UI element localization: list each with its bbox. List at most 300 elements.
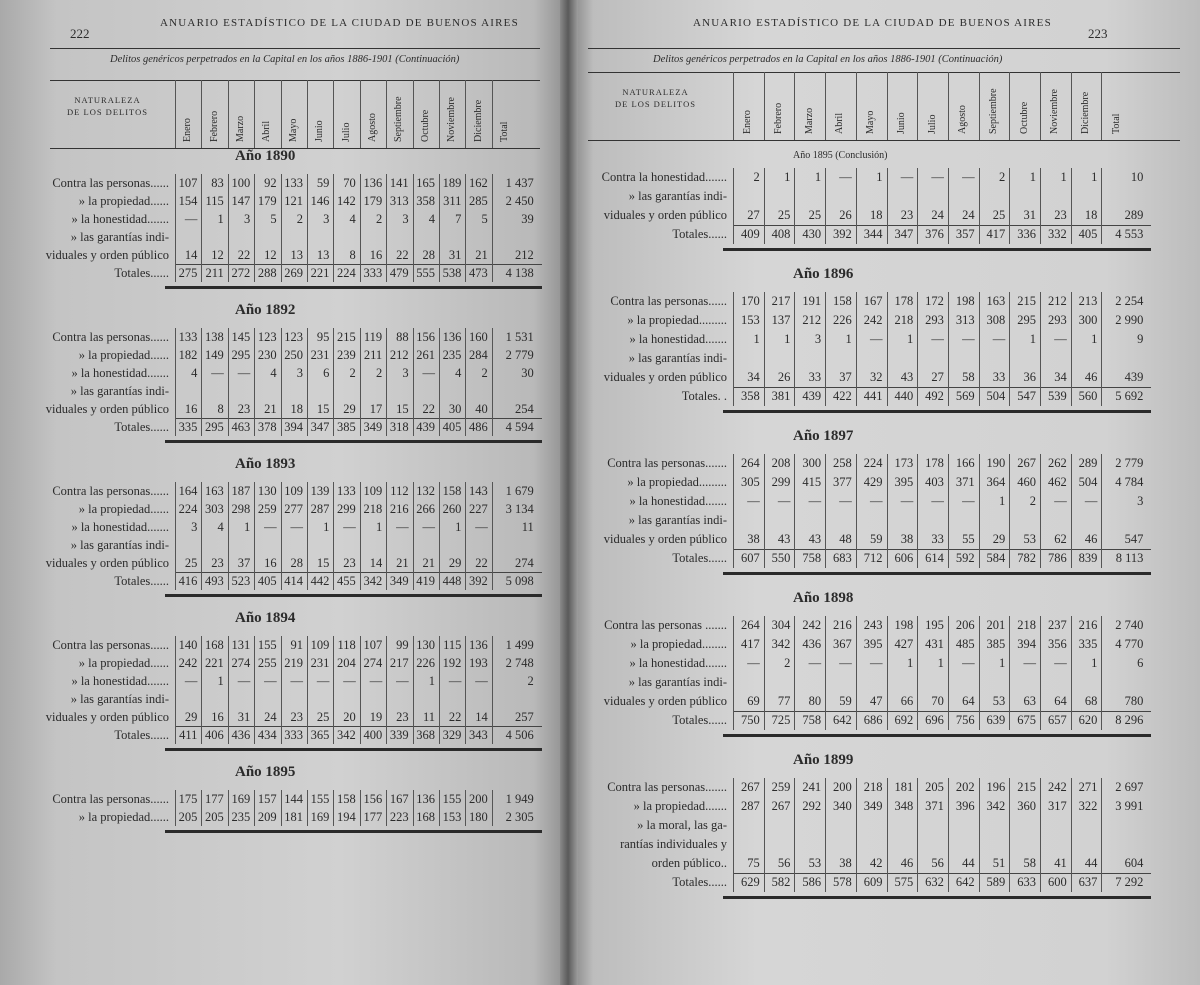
column-divider — [492, 80, 493, 148]
block-column-divider — [307, 636, 308, 744]
table-cell: 1 — [906, 656, 914, 670]
table-cell: — — [422, 366, 435, 380]
row-total: 30 — [521, 366, 534, 380]
block-end-rule — [723, 248, 1151, 251]
table-cell: 34 — [1054, 370, 1067, 384]
table-cell: 360 — [1017, 799, 1036, 813]
block-column-divider — [281, 174, 282, 282]
totals-rule — [733, 225, 1151, 226]
table-cell: 439 — [416, 420, 435, 434]
table-cell: 166 — [955, 456, 975, 470]
table-cell: 15 — [316, 402, 330, 416]
table-cell: — — [777, 494, 791, 508]
table-cell: 23 — [290, 710, 303, 724]
table-cell: 342 — [337, 728, 356, 742]
table-cell: 381 — [771, 389, 791, 403]
table-cell: 267 — [771, 799, 791, 813]
table-cell: 344 — [863, 227, 883, 241]
table-cell: 2 — [296, 212, 303, 226]
table-cell: 2 — [753, 170, 760, 184]
block-column-divider — [1009, 778, 1010, 892]
table-cell: 288 — [257, 266, 277, 280]
row-label: viduales y orden público — [603, 694, 727, 708]
table-cell: 368 — [416, 728, 435, 742]
table-cell: — — [962, 170, 975, 184]
table-cell: 287 — [310, 502, 330, 516]
row-total: 1 949 — [505, 792, 534, 806]
table-cell: 130 — [416, 638, 435, 652]
table-cell: 215 — [1017, 294, 1036, 308]
naturaleza-line: DE LOS DELITOS — [67, 107, 148, 117]
row-label: » las garantías indi- — [70, 230, 169, 244]
table-cell: 95 — [316, 330, 330, 344]
table-cell: 403 — [925, 475, 944, 489]
table-cell: 196 — [986, 780, 1006, 794]
block-column-divider — [492, 636, 493, 744]
table-cell: 1 — [784, 332, 791, 346]
table-cell: 215 — [1017, 780, 1036, 794]
table-cell: 70 — [931, 694, 944, 708]
table-cell: 712 — [863, 551, 883, 565]
table-cell: 292 — [802, 799, 822, 813]
block-column-divider — [1040, 616, 1041, 730]
table-cell: 163 — [205, 484, 224, 498]
table-cell: 182 — [178, 348, 198, 362]
column-header-total: Total — [499, 121, 510, 142]
table-cell: 614 — [925, 551, 944, 565]
table-cell: 153 — [442, 810, 462, 824]
table-cell: 409 — [740, 227, 760, 241]
table-cell: 436 — [802, 637, 822, 651]
table-cell: 20 — [343, 710, 356, 724]
table-cell: 226 — [833, 313, 852, 327]
table-cell: 539 — [1047, 389, 1067, 403]
table-cell: 395 — [863, 637, 883, 651]
table-cell: 7 — [455, 212, 462, 226]
column-divider — [856, 72, 857, 140]
column-header-diciembre: Diciembre — [472, 99, 484, 142]
table-cell: 284 — [469, 348, 488, 362]
table-cell: 259 — [771, 780, 791, 794]
table-cell: 317 — [1047, 799, 1067, 813]
table-cell: 32 — [870, 370, 883, 384]
table-cell: 419 — [416, 574, 435, 588]
table-cell: 172 — [925, 294, 944, 308]
year-heading: Año 1893 — [235, 456, 296, 472]
table-cell: 25 — [777, 208, 791, 222]
table-cell: 239 — [337, 348, 356, 362]
row-total: 2 697 — [1115, 780, 1144, 794]
table-cell: 24 — [264, 710, 277, 724]
table-cell: 295 — [231, 348, 251, 362]
table-cell: 431 — [925, 637, 944, 651]
row-total: 4 138 — [505, 266, 534, 280]
table-cell: — — [962, 332, 975, 346]
table-cell: — — [839, 494, 852, 508]
row-total: 254 — [515, 402, 534, 416]
column-divider — [764, 72, 765, 140]
table-cell: 242 — [802, 618, 822, 632]
table-cell: 417 — [740, 637, 760, 651]
row-total: 2 305 — [505, 810, 534, 824]
header-rule — [50, 48, 540, 49]
totals-rule — [175, 418, 542, 419]
table-cell: 274 — [363, 656, 383, 670]
block-column-divider — [979, 292, 980, 406]
table-cell: 23 — [396, 710, 409, 724]
table-cell: 758 — [802, 551, 822, 565]
table-cell: 1 — [243, 520, 251, 534]
table-cell: — — [316, 674, 330, 688]
block-column-divider — [281, 482, 282, 590]
table-cell: 336 — [1017, 227, 1036, 241]
table-cell: 16 — [264, 556, 277, 570]
table-cell: 206 — [955, 618, 975, 632]
table-cell: 177 — [363, 810, 383, 824]
table-cell: 683 — [833, 551, 852, 565]
table-cell: — — [839, 656, 852, 670]
table-cell: 1 — [753, 332, 760, 346]
block-column-divider — [733, 454, 734, 568]
block-column-divider — [228, 174, 229, 282]
table-cell: 347 — [310, 420, 330, 434]
table-cell: 23 — [211, 556, 224, 570]
row-total: 8 113 — [1115, 551, 1144, 565]
block-column-divider — [386, 482, 387, 590]
table-cell: 155 — [310, 792, 330, 806]
totals-label: Totales...... — [114, 574, 169, 588]
table-cell: 1 — [999, 656, 1006, 670]
table-cell: 504 — [986, 389, 1006, 403]
table-cell: 385 — [337, 420, 356, 434]
table-cell: 70 — [343, 176, 356, 190]
table-cell: 235 — [231, 810, 251, 824]
table-cell: 38 — [747, 532, 760, 546]
row-label: rantías individuales y — [620, 837, 727, 851]
table-cell: 221 — [310, 266, 330, 280]
table-cell: 313 — [389, 194, 409, 208]
row-total: 1 679 — [505, 484, 534, 498]
left-page — [0, 0, 568, 985]
table-cell: 405 — [442, 420, 462, 434]
row-label: » la propiedad........ — [630, 637, 727, 651]
block-column-divider — [413, 174, 414, 282]
block-column-divider — [1101, 168, 1102, 244]
row-label: Contra las personas....... — [607, 456, 727, 470]
table-subtitle: Delitos genéricos perpetrados en la Capital en los años 1886-1901 (Continuación) — [653, 54, 1003, 65]
row-total: 39 — [521, 212, 534, 226]
table-cell: 358 — [416, 194, 435, 208]
row-label: » la honestidad....... — [71, 520, 169, 534]
table-cell: — — [870, 332, 883, 346]
table-cell: 430 — [802, 227, 822, 241]
table-cell: 16 — [211, 710, 224, 724]
table-cell: 436 — [231, 728, 251, 742]
table-cell: 195 — [925, 618, 944, 632]
table-cell: 1 — [1029, 170, 1036, 184]
table-cell: 696 — [925, 713, 944, 727]
table-cell: 75 — [747, 856, 760, 870]
column-header-agosto: Agosto — [367, 113, 378, 142]
table-cell: 1 — [937, 656, 944, 670]
table-cell: 473 — [469, 266, 488, 280]
book-gutter — [560, 0, 578, 985]
table-cell: 3 — [402, 366, 409, 380]
block-column-divider — [439, 790, 440, 826]
table-cell: 59 — [316, 176, 330, 190]
table-cell: 750 — [740, 713, 760, 727]
block-column-divider — [917, 168, 918, 244]
table-cell: 1 — [845, 332, 852, 346]
table-cell: 569 — [955, 389, 975, 403]
column-divider — [228, 80, 229, 148]
table-cell: 463 — [231, 420, 251, 434]
block-column-divider — [856, 778, 857, 892]
column-header-febrero: Febrero — [773, 102, 785, 134]
table-cell: 8 — [217, 402, 224, 416]
column-divider — [307, 80, 308, 148]
column-divider — [917, 72, 918, 140]
block-column-divider — [201, 174, 202, 282]
row-total: 2 748 — [505, 656, 534, 670]
table-cell: 313 — [955, 313, 975, 327]
table-cell: 342 — [771, 637, 791, 651]
table-cell: — — [931, 170, 944, 184]
row-label: Contra las personas....... — [607, 780, 727, 794]
block-column-divider — [887, 292, 888, 406]
block-end-rule — [723, 896, 1151, 899]
block-column-divider — [228, 328, 229, 436]
table-cell: 299 — [337, 502, 356, 516]
table-cell: 782 — [1017, 551, 1036, 565]
row-total: 1 499 — [505, 638, 534, 652]
block-column-divider — [439, 636, 440, 744]
block-column-divider — [307, 482, 308, 590]
row-total: 604 — [1124, 856, 1144, 870]
table-cell: — — [237, 366, 251, 380]
table-cell: 357 — [955, 227, 975, 241]
block-column-divider — [856, 454, 857, 568]
table-cell: 14 — [369, 556, 383, 570]
row-label: Contra las personas...... — [52, 176, 169, 190]
totals-rule — [175, 264, 542, 265]
table-cell: 639 — [986, 713, 1006, 727]
table-cell: 115 — [205, 194, 224, 208]
block-column-divider — [794, 168, 795, 244]
block-column-divider — [413, 790, 414, 826]
table-cell: 675 — [1017, 713, 1036, 727]
table-cell: — — [931, 494, 944, 508]
block-end-rule — [723, 410, 1151, 413]
table-cell: 56 — [931, 856, 944, 870]
table-cell: — — [962, 656, 975, 670]
table-cell: 154 — [178, 194, 198, 208]
table-cell: 16 — [369, 248, 383, 262]
table-cell: 34 — [747, 370, 760, 384]
table-cell: 440 — [894, 389, 914, 403]
table-cell: 241 — [802, 780, 822, 794]
table-cell: 213 — [1078, 294, 1098, 308]
row-label: » la propiedad......... — [627, 475, 727, 489]
table-cell: 31 — [237, 710, 251, 724]
table-cell: 143 — [469, 484, 488, 498]
block-column-divider — [764, 616, 765, 730]
table-cell: 40 — [475, 402, 488, 416]
table-cell: — — [211, 366, 224, 380]
block-column-divider — [887, 168, 888, 244]
table-cell: 523 — [231, 574, 251, 588]
table-cell: 121 — [284, 194, 303, 208]
table-cell: 460 — [1017, 475, 1036, 489]
table-cell: 83 — [211, 176, 224, 190]
table-cell: 1 — [375, 520, 383, 534]
table-cell: 25 — [808, 208, 822, 222]
table-cell: 200 — [833, 780, 852, 794]
block-end-rule — [165, 830, 542, 833]
table-cell: 205 — [925, 780, 944, 794]
row-label: » la propiedad...... — [78, 194, 169, 208]
block-column-divider — [360, 482, 361, 590]
table-cell: 632 — [925, 875, 944, 889]
table-cell: 29 — [343, 402, 356, 416]
block-column-divider — [1101, 454, 1102, 568]
table-cell: 642 — [955, 875, 975, 889]
block-column-divider — [1040, 292, 1041, 406]
block-end-rule — [165, 748, 542, 751]
row-total: 3 991 — [1115, 799, 1144, 813]
totals-label: Totales...... — [672, 713, 727, 727]
table-cell: 839 — [1078, 551, 1098, 565]
column-header-top-rule — [588, 72, 1180, 73]
table-cell: 37 — [839, 370, 852, 384]
block-column-divider — [917, 778, 918, 892]
table-cell: 285 — [469, 194, 488, 208]
table-cell: 211 — [205, 266, 224, 280]
table-cell: 100 — [231, 176, 251, 190]
table-cell: 2 — [349, 366, 356, 380]
running-head: ANUARIO ESTADÍSTICO DE LA CIUDAD DE BUENOS AIRES — [160, 17, 519, 29]
block-column-divider — [979, 616, 980, 730]
table-cell: 300 — [802, 456, 822, 470]
table-cell: 15 — [316, 556, 330, 570]
table-cell: 4 — [349, 212, 356, 226]
block-column-divider — [948, 454, 949, 568]
column-divider — [825, 72, 826, 140]
table-cell: 414 — [284, 574, 303, 588]
table-cell: 2 — [999, 170, 1006, 184]
table-cell: 637 — [1078, 875, 1098, 889]
table-cell: 394 — [284, 420, 303, 434]
table-cell: 217 — [389, 656, 409, 670]
column-divider — [1009, 72, 1010, 140]
block-column-divider — [254, 174, 255, 282]
table-cell: 547 — [1017, 389, 1036, 403]
table-cell: 22 — [237, 248, 251, 262]
block-column-divider — [492, 482, 493, 590]
table-cell: 427 — [894, 637, 914, 651]
page-number: 223 — [1088, 26, 1108, 41]
table-cell: — — [808, 656, 822, 670]
table-cell: 189 — [442, 176, 462, 190]
block-column-divider — [1040, 168, 1041, 244]
table-cell: 5 — [481, 212, 488, 226]
table-cell: 181 — [284, 810, 303, 824]
table-cell: 21 — [422, 556, 435, 570]
table-cell: 264 — [740, 618, 760, 632]
block-column-divider — [1040, 778, 1041, 892]
column-header-julio: Julio — [340, 122, 352, 142]
column-divider — [254, 80, 255, 148]
row-label: » la propiedad...... — [78, 810, 169, 824]
table-cell: 51 — [992, 856, 1006, 870]
table-cell: 235 — [442, 348, 462, 362]
table-cell: 16 — [184, 402, 198, 416]
column-divider — [1040, 72, 1041, 140]
row-label: Contra las personas...... — [52, 330, 169, 344]
naturaleza-line: NATURALEZA — [622, 87, 689, 97]
table-cell: 224 — [337, 266, 356, 280]
table-cell: — — [396, 674, 409, 688]
table-cell: 322 — [1078, 799, 1098, 813]
table-cell: 2 — [375, 212, 383, 226]
table-cell: 204 — [337, 656, 356, 670]
table-cell: 179 — [257, 194, 277, 208]
table-cell: 192 — [442, 656, 462, 670]
table-cell: 578 — [833, 875, 852, 889]
table-cell: 396 — [955, 799, 975, 813]
table-cell: 179 — [363, 194, 383, 208]
column-divider — [439, 80, 440, 148]
row-total: 1 437 — [505, 176, 534, 190]
column-divider — [465, 80, 466, 148]
table-cell: 59 — [870, 532, 883, 546]
column-header-mayo: Mayo — [287, 118, 299, 142]
table-cell: 212 — [389, 348, 409, 362]
row-label: viduales y orden público — [603, 208, 727, 222]
table-cell: 364 — [986, 475, 1006, 489]
table-cell: 77 — [777, 694, 791, 708]
naturaleza-heading — [588, 86, 723, 110]
row-label: » las garantías indi- — [628, 189, 727, 203]
table-cell: 261 — [416, 348, 435, 362]
table-cell: 58 — [1023, 856, 1036, 870]
block-column-divider — [201, 790, 202, 826]
block-column-divider — [465, 328, 466, 436]
table-cell: 485 — [955, 637, 975, 651]
block-column-divider — [825, 292, 826, 406]
block-column-divider — [764, 292, 765, 406]
table-cell: 29 — [992, 532, 1006, 546]
table-cell: 492 — [925, 389, 944, 403]
block-column-divider — [201, 636, 202, 744]
totals-rule — [733, 549, 1151, 550]
table-cell: 22 — [448, 710, 462, 724]
totals-rule — [733, 711, 1151, 712]
year-heading: Año 1896 — [793, 266, 854, 282]
column-header-julio: Julio — [926, 114, 938, 134]
table-cell: 606 — [894, 551, 914, 565]
row-label: » las garantías indi- — [628, 351, 727, 365]
year-heading: Año 1895 — [235, 764, 296, 780]
table-cell: — — [808, 494, 822, 508]
table-cell: 226 — [416, 656, 435, 670]
table-cell: 633 — [1017, 875, 1036, 889]
block-column-divider — [307, 790, 308, 826]
table-cell: 371 — [955, 475, 975, 489]
table-cell: 250 — [284, 348, 303, 362]
table-cell: 29 — [184, 710, 198, 724]
block-column-divider — [887, 778, 888, 892]
